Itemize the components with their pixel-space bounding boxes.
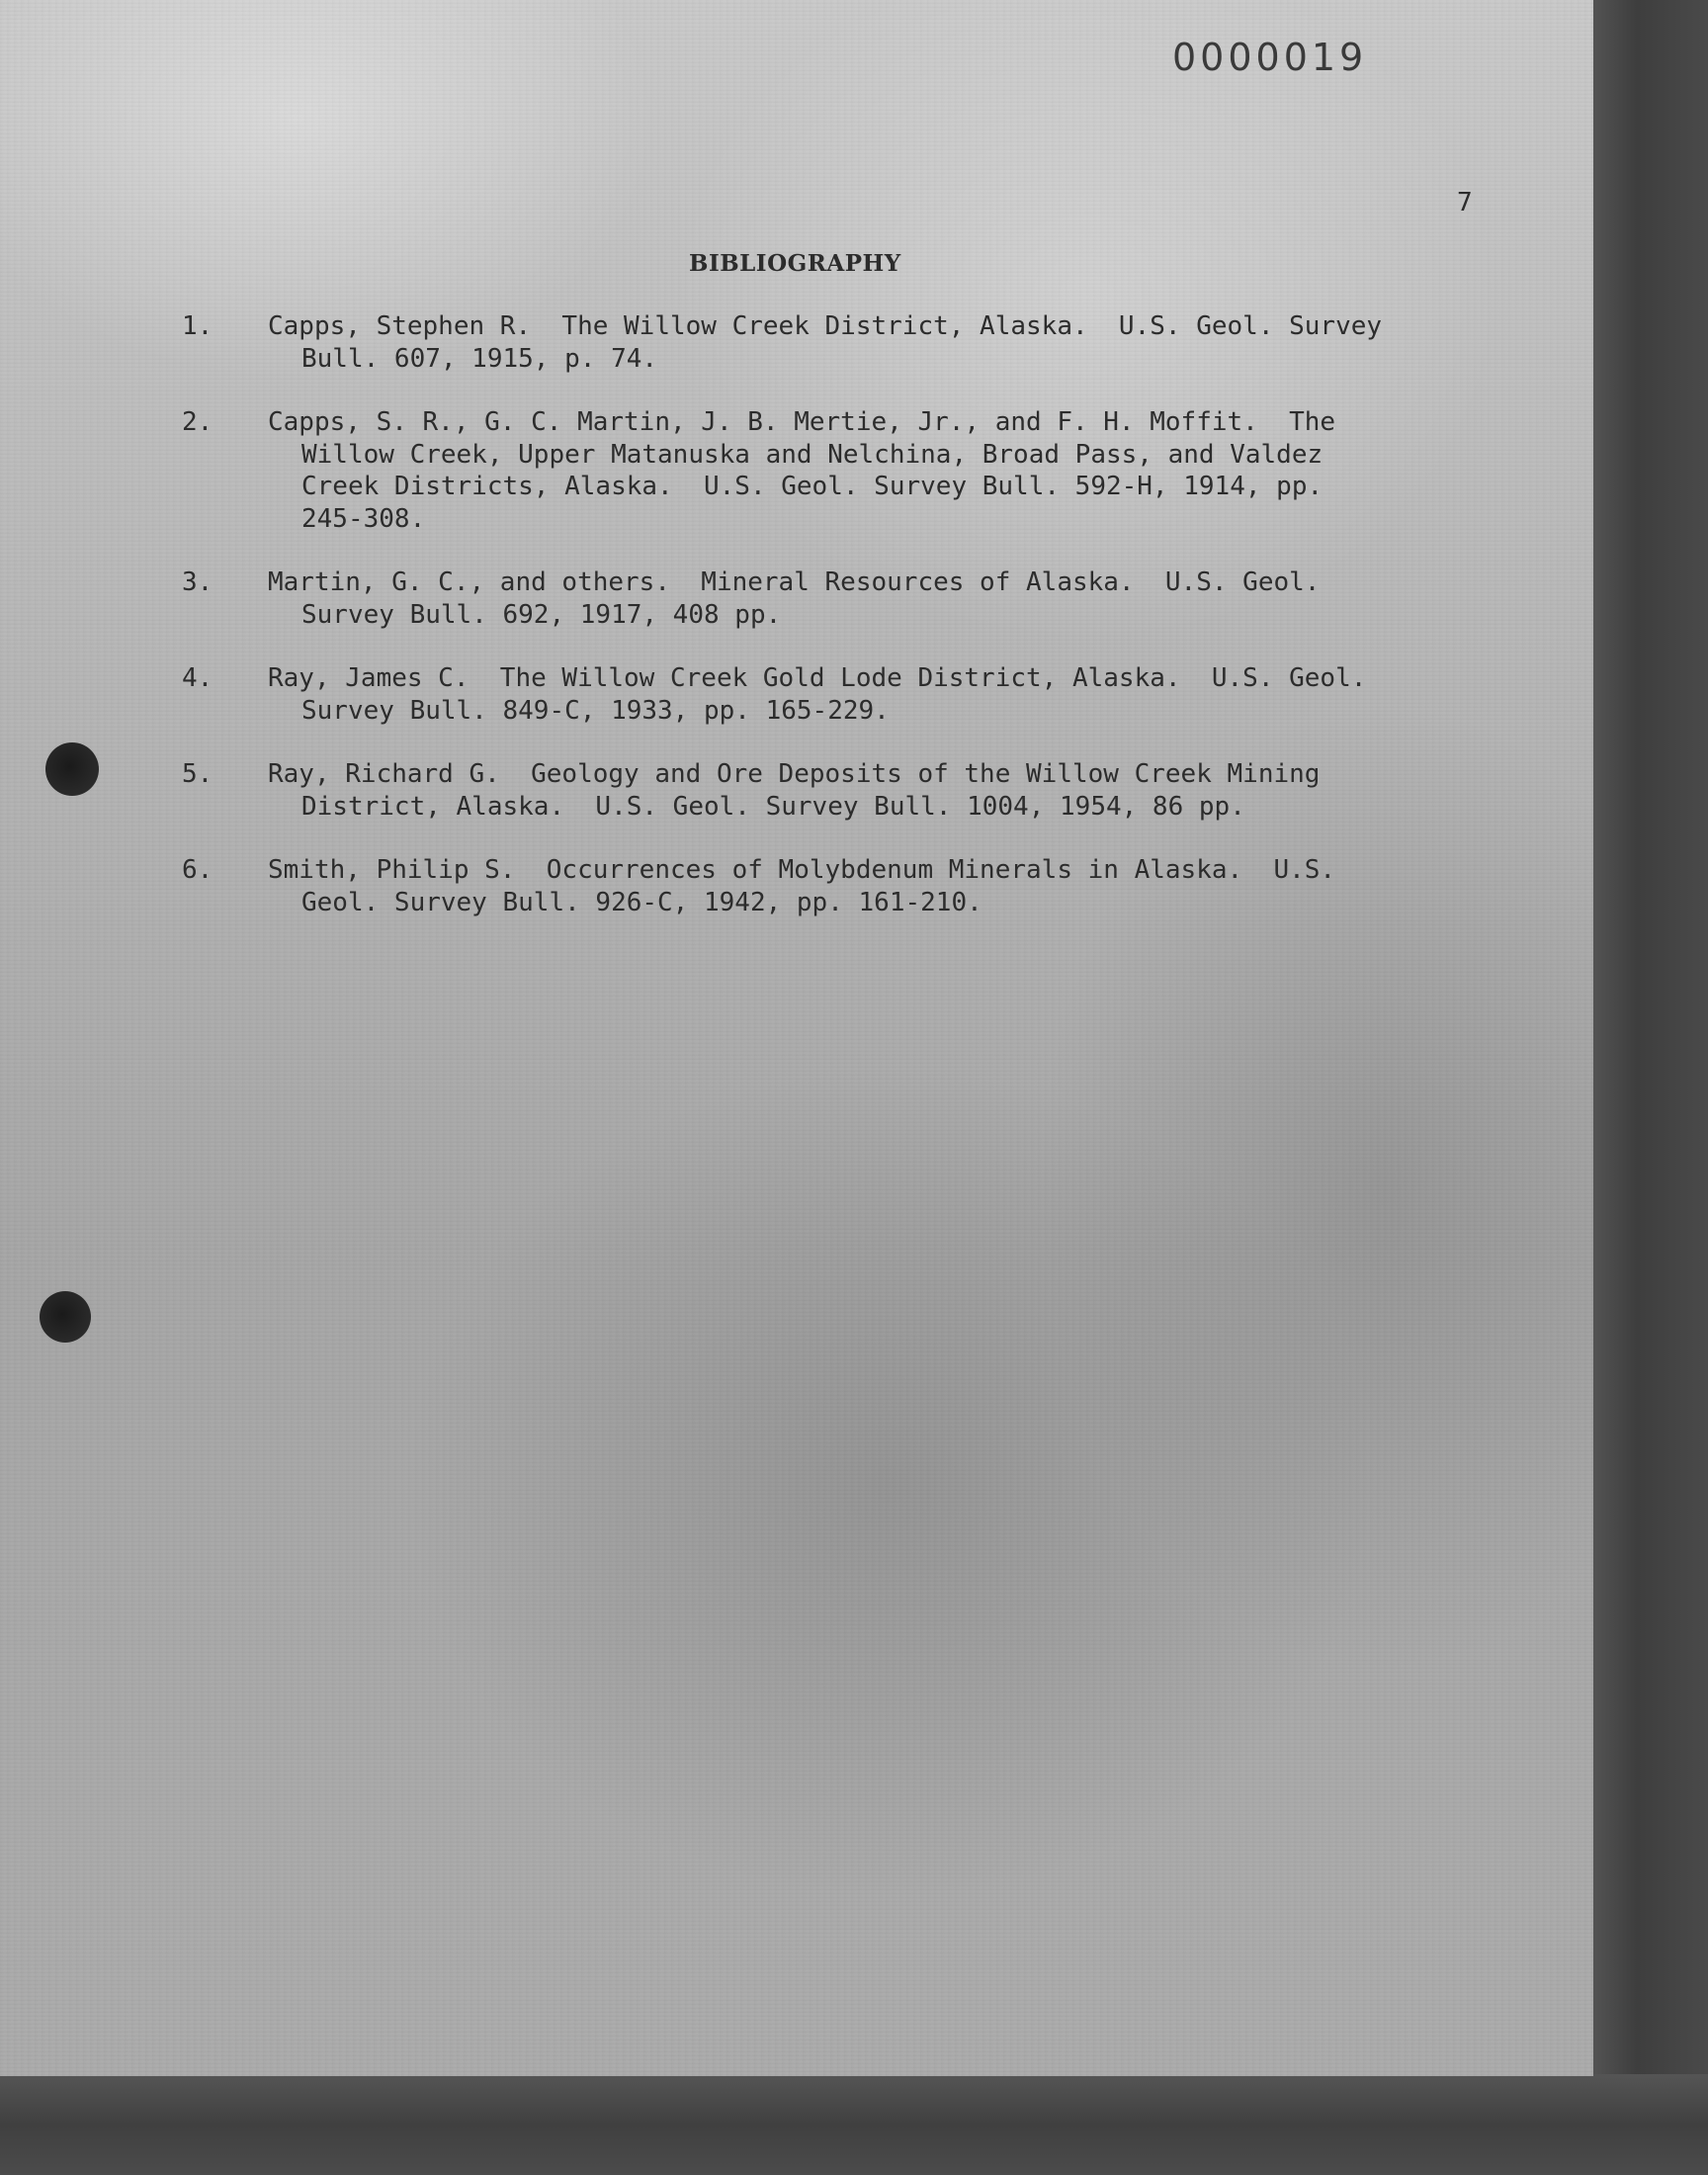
punch-hole (45, 742, 99, 796)
entry-number: 3. (182, 567, 214, 597)
entry-line: Survey Bull. 849-C, 1933, pp. 165-229. (301, 695, 890, 726)
entry-line: Bull. 607, 1915, p. 74. (301, 343, 658, 374)
entry-number: 2. (182, 407, 214, 437)
entry-number: 4. (182, 663, 214, 693)
entry-number: 1. (182, 311, 214, 341)
punch-hole (40, 1291, 91, 1343)
bibliography-entry (182, 566, 1496, 631)
entry-text (268, 406, 1496, 535)
bibliography-entry (182, 310, 1496, 375)
bibliography-entry (182, 406, 1496, 535)
entry-text (268, 758, 1496, 823)
entry-text (268, 854, 1496, 918)
entry-line: Ray, Richard G. Geology and Ore Deposits of the Willow Creek Mining (268, 759, 1321, 789)
bibliography-entry (182, 854, 1496, 918)
entry-line: 245-308. (301, 503, 426, 534)
bibliography-entry (182, 662, 1496, 727)
entry-line: Capps, S. R., G. C. Martin, J. B. Mertie, Jr., and F. H. Moffit. The (268, 407, 1336, 437)
entry-line: Smith, Philip S. Occurrences of Molybdenum Minerals in Alaska. U.S. (268, 855, 1336, 885)
entry-number: 5. (182, 759, 214, 789)
bibliography-entry (182, 758, 1496, 823)
entry-line: District, Alaska. U.S. Geol. Survey Bull. 1004, 1954, 86 pp. (301, 791, 1245, 822)
entry-text (268, 662, 1496, 727)
entry-text (268, 566, 1496, 631)
entry-line: Willow Creek, Upper Matanuska and Nelchina, Broad Pass, and Valdez (301, 439, 1324, 470)
page-title: BIBLIOGRAPHY (689, 250, 901, 277)
entry-line: Geol. Survey Bull. 926-C, 1942, pp. 161-210. (301, 887, 982, 917)
scan-right-margin (1589, 0, 1708, 2175)
entry-line: Survey Bull. 692, 1917, 408 pp. (301, 599, 782, 630)
entry-number: 6. (182, 855, 214, 885)
page-number: 7 (1457, 188, 1473, 218)
entry-line: Ray, James C. The Willow Creek Gold Lode District, Alaska. U.S. Geol. (268, 663, 1367, 693)
entry-line: Capps, Stephen R. The Willow Creek District, Alaska. U.S. Geol. Survey (268, 311, 1383, 341)
document-id-stamp: 0000019 (1172, 36, 1368, 79)
entry-line: Martin, G. C., and others. Mineral Resources of Alaska. U.S. Geol. (268, 567, 1321, 597)
bibliography-list (182, 310, 1496, 950)
entry-line: Creek Districts, Alaska. U.S. Geol. Survey Bull. 592-H, 1914, pp. (301, 472, 1324, 501)
entry-text (268, 310, 1496, 375)
scan-bottom-margin (0, 2074, 1708, 2175)
